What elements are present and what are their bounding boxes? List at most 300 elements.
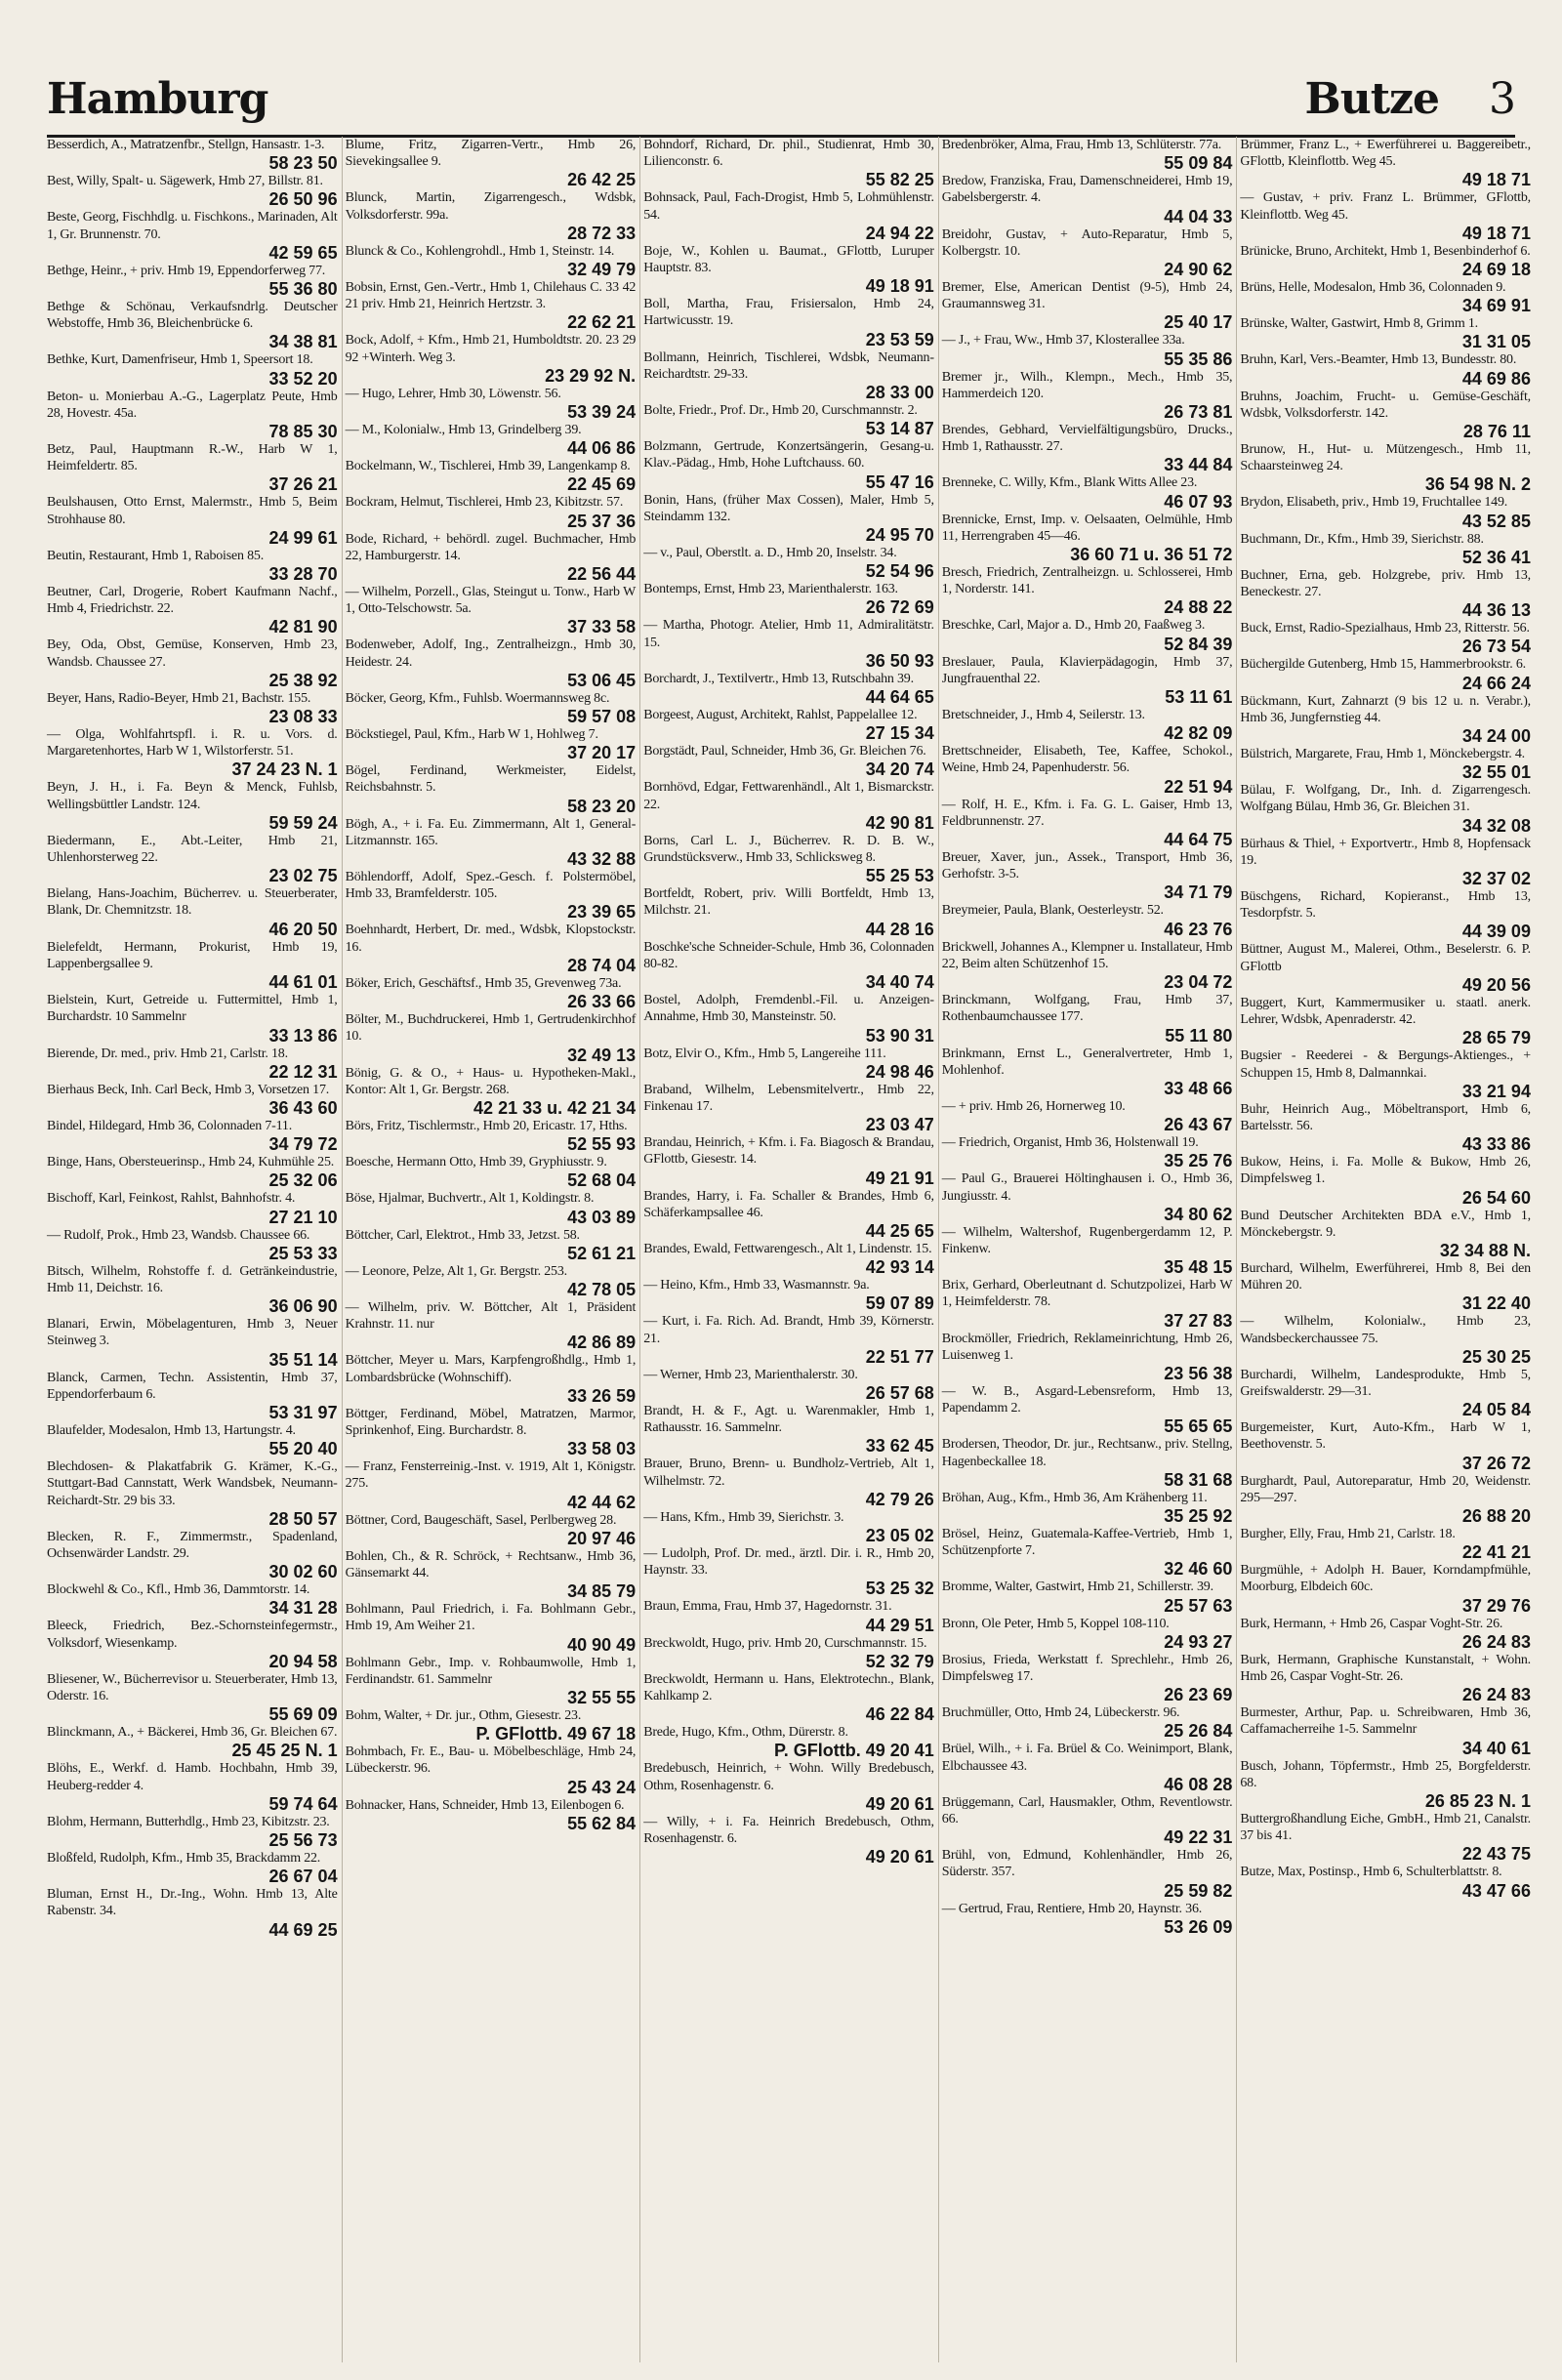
entry-phone: 30 02 60 xyxy=(268,1562,338,1582)
directory-entry xyxy=(47,1154,338,1190)
entry-text: Bohmbach, Fr. E., Bau- u. Möbelbeschläge, Hmb 24, Lübeckerstr. 96. xyxy=(345,1744,637,1777)
entry-phone: 24 66 24 xyxy=(1461,673,1531,693)
directory-entry xyxy=(346,1154,637,1190)
directory-entry xyxy=(1240,137,1531,189)
entry-phone: P. GFlottb. 49 67 18 xyxy=(475,1724,637,1744)
entry-phone: 34 31 28 xyxy=(268,1598,338,1619)
entry-phone: 42 82 09 xyxy=(1164,723,1233,744)
entry-text: Blohm, Hermann, Butterhdlg., Hmb 23, Kibitzstr. 23. xyxy=(47,1814,330,1829)
directory-entry xyxy=(1240,1047,1531,1100)
directory-entry xyxy=(1240,1704,1531,1757)
entry-phone: 34 80 62 xyxy=(1164,1204,1233,1224)
entry-text: — Franz, Fensterreinig.-Inst. v. 1919, Alt 1, Königstr. 275. xyxy=(345,1459,637,1492)
entry-phone: 49 20 61 xyxy=(865,1847,934,1867)
entry-text: Böttger, Ferdinand, Möbel, Matratzen, Marmor, Sprinkenhof, Eing. Burchardstr. 8. xyxy=(345,1406,637,1438)
directory-entry xyxy=(942,369,1233,422)
directory-entry xyxy=(1240,995,1531,1047)
directory-entry xyxy=(1240,351,1531,388)
entry-phone: 34 38 81 xyxy=(268,332,338,352)
entry-phone: 36 50 93 xyxy=(865,650,934,671)
directory-entry xyxy=(942,707,1233,743)
entry-text: Boschke'sche Schneider-Schule, Hmb 36, Colonnaden 80-82. xyxy=(643,939,934,971)
entry-phone: 46 22 84 xyxy=(865,1704,934,1725)
directory-entry xyxy=(643,1760,934,1813)
entry-phone: 58 23 20 xyxy=(567,796,637,816)
entry-text: Betz, Paul, Hauptmann R.-W., Harb W 1, Heimfeldertr. 85. xyxy=(47,442,338,474)
entry-text: Boehnhardt, Herbert, Dr. med., Wdsbk, Klopstockstr. 16. xyxy=(345,923,637,955)
entry-phone: 33 58 03 xyxy=(567,1439,637,1459)
entry-text: Bethge, Heinr., + priv. Hmb 19, Eppendorferweg 77. xyxy=(47,263,326,278)
entry-text: Bresch, Friedrich, Zentralheizgn. u. Schlosserei, Hmb 1, Norderstr. 141. xyxy=(941,565,1233,597)
entry-phone: 35 25 92 xyxy=(1164,1505,1233,1526)
directory-entry xyxy=(942,1436,1233,1489)
entry-phone: 25 38 92 xyxy=(268,670,338,690)
directory-entry xyxy=(346,1548,637,1601)
entry-text: Breckwoldt, Hermann u. Hans, Elektrotechn., Blank, Kahlkamp 2. xyxy=(643,1671,934,1703)
entry-phone: 37 26 72 xyxy=(1461,1453,1531,1473)
directory-entry xyxy=(942,1901,1233,1937)
directory-entry xyxy=(942,902,1233,938)
entry-phone: 35 51 14 xyxy=(268,1349,338,1370)
entry-phone: 26 72 69 xyxy=(865,597,934,618)
directory-entry xyxy=(346,137,637,189)
entry-phone: 52 68 04 xyxy=(567,1170,637,1191)
directory-entry xyxy=(346,458,637,494)
directory-entry xyxy=(346,494,637,530)
directory-entry xyxy=(47,1422,338,1458)
directory-entry xyxy=(346,1118,637,1154)
entry-phone: 52 54 96 xyxy=(865,561,934,582)
directory-entry xyxy=(1240,1313,1531,1366)
directory-entry xyxy=(47,209,338,262)
entry-text: Brydon, Elisabeth, priv., Hmb 19, Fruchtallee 149. xyxy=(1240,495,1508,511)
entry-text: Burchardi, Wilhelm, Landesprodukte, Hmb 5, Greifswalderstr. 29—31. xyxy=(1240,1367,1531,1399)
entry-text: Buttergroßhandlung Eiche, GmbH., Hmb 21, Canalstr. 37 bis 41. xyxy=(1240,1811,1531,1844)
entry-phone: 37 27 83 xyxy=(1164,1310,1233,1331)
entry-phone: 32 49 79 xyxy=(567,260,637,280)
entry-text: — Wilhelm, Kolonialw., Hmb 23, Wandsbeckerchaussee 75. xyxy=(1240,1314,1531,1346)
entry-text: Böker, Erich, Geschäftsf., Hmb 35, Grevenweg 73a. xyxy=(345,975,622,991)
entry-phone: 55 47 16 xyxy=(865,472,934,492)
entry-text: Blechdosen- & Plakatfabrik G. Krämer, K.-G., Stuttgart-Bad Cannstatt, Werk Wandsbek, Neumann-Reichardt-Str. 29 bis 33. xyxy=(47,1459,338,1508)
directory-entry xyxy=(47,441,338,494)
entry-text: Böttner, Cord, Baugeschäft, Sasel, Perlbergweg 28. xyxy=(345,1512,617,1528)
entry-phone: P. GFlottb. 49 20 41 xyxy=(774,1741,934,1761)
directory-entry xyxy=(47,1618,338,1670)
entry-phone: 28 74 04 xyxy=(567,955,637,975)
directory-entry xyxy=(346,584,637,636)
entry-phone: 37 29 76 xyxy=(1461,1595,1531,1616)
entry-text: — + priv. Hmb 26, Hornerweg 10. xyxy=(941,1098,1126,1114)
directory-entry xyxy=(942,849,1233,902)
entry-phone: 44 64 75 xyxy=(1164,830,1233,850)
entry-text: Bobsin, Ernst, Gen.-Vertr., Hmb 1, Chilehaus C. 33 42 21 priv. Hmb 21, Heinrich Hertzstr. 3. xyxy=(345,280,637,312)
entry-phone: 23 02 75 xyxy=(268,866,338,886)
entry-text: Brandes, Harry, i. Fa. Schaller & Brandes, Hmb 6, Schäferkampsallee 46. xyxy=(643,1188,934,1220)
directory-entry xyxy=(346,1011,637,1064)
entry-phone: 22 43 75 xyxy=(1461,1844,1531,1865)
directory-entry xyxy=(1240,1758,1531,1811)
directory-entry xyxy=(643,1046,934,1082)
entry-text: Bredow, Franziska, Frau, Damenschneiderei, Hmb 19, Gabelsbergerstr. 4. xyxy=(941,174,1233,206)
entry-text: — Ludolph, Prof. Dr. med., ärztl. Dir. i. R., Hmb 20, Haynstr. 33. xyxy=(643,1545,934,1579)
directory-entry xyxy=(47,299,338,351)
entry-text: — Gertrud, Frau, Rentiere, Hmb 20, Haynstr. 36. xyxy=(941,1901,1203,1916)
entry-text: Breuer, Xaver, jun., Assek., Transport, Hmb 36, Gerhofstr. 3-5. xyxy=(941,850,1233,882)
entry-phone: 26 67 04 xyxy=(268,1867,338,1887)
entry-text: Bollmann, Heinrich, Tischlerei, Wdsbk, Neumann-Reichardtstr. 29-33. xyxy=(643,349,934,382)
directory-entry xyxy=(47,173,338,209)
entry-text: Bögh, A., + i. Fa. Eu. Zimmermann, Alt 1, General-Litzmannstr. 165. xyxy=(345,816,637,848)
entry-phone: 32 49 13 xyxy=(567,1045,637,1065)
entry-text: — Rolf, H. E., Kfm. i. Fa. G. L. Gaiser, Hmb 13, Feldbrunnenstr. 27. xyxy=(941,797,1233,829)
entry-text: Beste, Georg, Fischhdlg. u. Fischkons., Marinaden, Alt 1, Gr. Brunnenstr. 70. xyxy=(47,210,338,242)
entry-phone: 22 12 31 xyxy=(268,1061,338,1082)
directory-entry xyxy=(47,137,338,173)
entry-phone: 37 24 23 N. 1 xyxy=(231,759,338,780)
entry-phone: 24 93 27 xyxy=(1164,1631,1233,1652)
entry-text: Butze, Max, Postinsp., Hmb 6, Schulterblattstr. 8. xyxy=(1240,1865,1502,1880)
directory-entry xyxy=(1240,531,1531,567)
entry-phone: 36 54 98 N. 2 xyxy=(1424,474,1531,495)
entry-text: Buck, Ernst, Radio-Spezialhaus, Hmb 23, Ritterstr. 56. xyxy=(1240,621,1530,636)
entry-phone: 26 24 83 xyxy=(1461,1685,1531,1705)
entry-text: Brandt, H. & F., Agt. u. Warenmakler, Hmb 1, Rathausstr. 16. Sammelnr. xyxy=(643,1403,934,1436)
entry-phone: 32 34 88 N. xyxy=(1439,1240,1531,1260)
entry-phone: 25 59 82 xyxy=(1164,1880,1233,1901)
directory-entry xyxy=(47,1850,338,1886)
entry-text: Bethke, Kurt, Damenfriseur, Hmb 1, Speersort 18. xyxy=(47,352,313,368)
directory-entry xyxy=(942,1134,1233,1170)
entry-phone: 23 56 38 xyxy=(1164,1363,1233,1383)
entry-text: Beton- u. Monierbau A.-G., Lagerplatz Peute, Hmb 28, Hovestr. 45a. xyxy=(47,389,338,421)
entry-text: Bromme, Walter, Gastwirt, Hmb 21, Schillerstr. 39. xyxy=(941,1580,1213,1595)
entry-phone: 49 20 56 xyxy=(1461,974,1531,995)
entry-phone: 44 25 65 xyxy=(865,1220,934,1241)
directory-entry xyxy=(942,1652,1233,1704)
entry-text: — Hugo, Lehrer, Hmb 30, Löwenstr. 56. xyxy=(345,386,561,401)
entry-phone: 37 33 58 xyxy=(567,617,637,637)
entry-phone: 42 78 05 xyxy=(567,1279,637,1299)
entry-phone: 53 39 24 xyxy=(567,402,637,423)
directory-entry xyxy=(1240,1154,1531,1207)
directory-entry xyxy=(942,1526,1233,1579)
directory-entry xyxy=(47,690,338,726)
entry-text: Brünicke, Bruno, Architekt, Hmb 1, Besenbinderhof 6. xyxy=(1240,243,1531,259)
entry-text: Bielang, Hans-Joachim, Bücherrev. u. Steuerberater, Blank, Dr. Chemnitzstr. 18. xyxy=(47,886,338,919)
entry-text: Bredenbröker, Alma, Frau, Hmb 13, Schlüterstr. 77a. xyxy=(941,138,1222,152)
directory-entry xyxy=(346,1512,637,1548)
entry-text: Bleeck, Friedrich, Bez.-Schornsteinfegermstr., Volksdorf, Wiesenkamp. xyxy=(47,1619,338,1651)
entry-text: Brösel, Heinz, Guatemala-Kaffee-Vertrieb, Hmb 1, Schützenpforte 7. xyxy=(941,1526,1233,1559)
directory-entry xyxy=(1240,693,1531,746)
directory-entry xyxy=(942,743,1233,796)
directory-entry xyxy=(1240,389,1531,441)
entry-text: Bülstrich, Margarete, Frau, Hmb 1, Mönckebergstr. 4. xyxy=(1240,747,1525,762)
directory-entry xyxy=(346,1601,637,1654)
entry-text: Bülau, F. Wolfgang, Dr., Inh. d. Zigarrengesch. Wolfgang Bülau, Hmb 36, Gr. Bleichen 31. xyxy=(1240,783,1531,815)
directory-entry xyxy=(346,1458,637,1511)
directory-entry xyxy=(47,351,338,388)
entry-phone: 46 23 76 xyxy=(1164,919,1233,939)
entry-phone: 55 20 40 xyxy=(268,1439,338,1459)
directory-entry xyxy=(942,1704,1233,1741)
entry-text: Bischoff, Karl, Feinkost, Rahlst, Bahnhofstr. 4. xyxy=(47,1191,296,1207)
entry-phone: 36 43 60 xyxy=(268,1097,338,1118)
entry-text: Brosius, Frieda, Werkstatt f. Sprechlehr., Hmb 26, Dimpfelsweg 17. xyxy=(941,1652,1233,1684)
directory-entry xyxy=(346,726,637,762)
entry-phone: 34 85 79 xyxy=(567,1581,637,1602)
entry-phone: 53 26 09 xyxy=(1164,1916,1233,1937)
entry-phone: 26 50 96 xyxy=(268,189,338,210)
entry-phone: 42 59 65 xyxy=(268,242,338,263)
entry-phone: 44 61 01 xyxy=(268,972,338,993)
entry-text: Bohm, Walter, + Dr. jur., Othm, Giesestr. 23. xyxy=(345,1707,582,1723)
directory-entry xyxy=(643,707,934,743)
entry-phone: 55 69 09 xyxy=(268,1704,338,1725)
entry-phone: 55 82 25 xyxy=(865,170,934,190)
directory-entry xyxy=(942,474,1233,511)
entry-phone: 25 30 25 xyxy=(1461,1346,1531,1367)
entry-phone: 26 54 60 xyxy=(1461,1187,1531,1208)
directory-entry xyxy=(346,1299,637,1352)
entry-phone: 22 62 21 xyxy=(567,312,637,333)
directory-entry xyxy=(942,332,1233,368)
entry-phone: 32 46 60 xyxy=(1164,1559,1233,1580)
entry-text: Börs, Fritz, Tischlermstr., Hmb 20, Ericastr. 17, Hths. xyxy=(345,1118,628,1133)
directory-entry xyxy=(643,492,934,545)
directory-entry xyxy=(942,1383,1233,1436)
entry-phone: 26 73 54 xyxy=(1461,636,1531,657)
directory-entry xyxy=(643,1313,934,1366)
entry-phone: 55 36 80 xyxy=(268,279,338,300)
directory-entry xyxy=(47,1316,338,1369)
entry-phone: 34 71 79 xyxy=(1164,882,1233,903)
entry-phone: 36 06 90 xyxy=(268,1296,338,1317)
entry-text: Böhlendorff, Adolf, Spez.-Gesch. f. Polstermöbel, Hmb 33, Bramfelderstr. 105. xyxy=(345,870,637,902)
directory-entry xyxy=(1240,1260,1531,1313)
directory-entry xyxy=(643,1545,934,1598)
entry-phone: 23 29 92 N. xyxy=(545,365,637,386)
entry-text: Bohnsack, Paul, Fach-Drogist, Hmb 5, Lohmühlenstr. 54. xyxy=(643,190,934,223)
entry-phone: 42 79 26 xyxy=(865,1489,934,1509)
directory-entry xyxy=(47,636,338,689)
directory-entry xyxy=(346,1065,637,1118)
entry-text: Blanari, Erwin, Möbelagenturen, Hmb 3, Neuer Steinweg 3. xyxy=(47,1317,338,1349)
entry-text: Bierende, Dr. med., priv. Hmb 21, Carlstr. 18. xyxy=(47,1046,288,1061)
directory-entry xyxy=(643,833,934,885)
entry-text: Bund Deutscher Architekten BDA e.V., Hmb 1, Mönckebergstr. 9. xyxy=(1240,1208,1531,1240)
entry-phone: 25 53 33 xyxy=(268,1243,338,1263)
entry-text: Burmester, Arthur, Pap. u. Schreibwaren, Hmb 36, Caffamacherreihe 1-5. Sammelnr xyxy=(1240,1705,1531,1738)
entry-phone: 27 21 10 xyxy=(268,1207,338,1227)
directory-entry xyxy=(942,1794,1233,1847)
entry-text: Blunck & Co., Kohlengrohdl., Hmb 1, Steinstr. 14. xyxy=(345,243,615,259)
entry-phone: 32 55 01 xyxy=(1461,762,1531,783)
directory-column xyxy=(1236,137,1531,2362)
entry-text: Bohlen, Ch., & R. Schröck, + Rechtsanw., Hmb 36, Gänsemarkt 44. xyxy=(345,1548,637,1580)
entry-phone: 28 76 11 xyxy=(1462,422,1531,442)
entry-phone: 43 33 86 xyxy=(1461,1134,1531,1155)
directory-entry xyxy=(47,1118,338,1154)
entry-phone: 28 65 79 xyxy=(1461,1028,1531,1048)
entry-phone: 25 40 17 xyxy=(1164,312,1233,333)
entry-text: Bluman, Ernst H., Dr.-Ing., Wohn. Hmb 13, Alte Rabenstr. 34. xyxy=(47,1887,338,1919)
directory-entry xyxy=(346,531,637,584)
directory-entry xyxy=(1240,656,1531,692)
directory-entry xyxy=(643,1188,934,1241)
directory-entry xyxy=(643,1814,934,1867)
entry-text: Bohlmann, Paul Friedrich, i. Fa. Bohlmann Gebr., Hmb 19, Am Weiher 21. xyxy=(345,1602,637,1634)
entry-phone: 25 56 73 xyxy=(268,1829,338,1850)
directory-entry xyxy=(1240,1811,1531,1864)
directory-entry xyxy=(643,349,934,402)
directory-entry xyxy=(1240,1616,1531,1652)
entry-text: Borns, Carl L. J., Bücherrev. R. D. B. W., Grundstücksverw., Hmb 33, Schlicksweg 8. xyxy=(643,833,934,866)
entry-phone: 53 14 87 xyxy=(865,419,934,439)
directory-entry xyxy=(643,1635,934,1671)
entry-phone: 44 64 65 xyxy=(865,687,934,708)
entry-phone: 26 57 68 xyxy=(865,1382,934,1403)
directory-column xyxy=(342,137,637,2362)
entry-phone: 44 36 13 xyxy=(1461,600,1531,621)
entry-text: Beulshausen, Otto Ernst, Malermstr., Hmb 5, Beim Strohhause 80. xyxy=(47,495,338,527)
directory-entry xyxy=(346,1707,637,1744)
directory-entry xyxy=(643,581,934,617)
entry-phone: 26 85 23 N. 1 xyxy=(1424,1790,1531,1811)
entry-text: Brühl, von, Edmund, Kohlenhändler, Hmb 26, Süderstr. 357. xyxy=(941,1848,1233,1880)
directory-entry xyxy=(1240,1526,1531,1562)
entry-text: Bruchmüller, Otto, Hmb 24, Lübeckerstr. 96. xyxy=(941,1705,1180,1721)
directory-entry xyxy=(942,279,1233,332)
entry-text: Bölter, M., Buchdruckerei, Hmb 1, Gertrudenkirchhof 10. xyxy=(345,1012,637,1045)
entry-text: — Leonore, Pelze, Alt 1, Gr. Bergstr. 253. xyxy=(345,1263,567,1279)
entry-text: Breslauer, Paula, Klavierpädagogin, Hmb 37, Jungfrauenthal 22. xyxy=(941,654,1233,686)
directory-entry xyxy=(643,1082,934,1134)
entry-text: Borchardt, J., Textilvertr., Hmb 13, Rutschbahn 39. xyxy=(643,671,914,686)
entry-phone: 27 15 34 xyxy=(865,723,934,744)
entry-text: Brinkmann, Ernst L., Generalvertreter, Hmb 1, Mohlenhof. xyxy=(941,1046,1233,1078)
entry-phone: 42 86 89 xyxy=(567,1333,637,1353)
entry-phone: 25 32 06 xyxy=(268,1170,338,1191)
entry-text: Bockram, Helmut, Tischlerei, Hmb 23, Kibitzstr. 57. xyxy=(345,495,624,511)
entry-text: Braun, Emma, Frau, Hmb 37, Hagedornstr. 31. xyxy=(643,1599,892,1615)
entry-text: Borgeest, August, Architekt, Rahlst, Pappelallee 12. xyxy=(643,708,918,723)
entry-text: Bredebusch, Heinrich, + Wohn. Willy Bredebusch, Othm, Rosenhagenstr. 6. xyxy=(643,1761,934,1793)
entry-phone: 20 94 58 xyxy=(268,1651,338,1671)
entry-phone: 23 53 59 xyxy=(865,329,934,349)
directory-entry xyxy=(1240,888,1531,941)
entry-text: Bloßfeld, Rudolph, Kfm., Hmb 35, Brackdamm 22. xyxy=(47,1850,321,1866)
directory-entry xyxy=(47,584,338,636)
entry-text: Brandau, Heinrich, + Kfm. i. Fa. Biagosch & Brandau, GFlottb, Giesestr. 14. xyxy=(643,1135,934,1168)
entry-phone: 34 40 74 xyxy=(865,972,934,993)
directory-entry xyxy=(643,189,934,242)
entry-phone: 25 57 63 xyxy=(1164,1595,1233,1616)
directory-entry xyxy=(643,1403,934,1456)
entry-phone: 23 08 33 xyxy=(268,707,338,727)
entry-phone: 34 32 08 xyxy=(1461,815,1531,836)
directory-entry xyxy=(643,1456,934,1508)
directory-entry xyxy=(1240,1652,1531,1704)
directory-entry xyxy=(47,833,338,885)
entry-text: Breymeier, Paula, Blank, Oesterleystr. 52. xyxy=(941,903,1164,919)
entry-text: Buhr, Heinrich Aug., Möbeltransport, Hmb 6, Bartelsstr. 56. xyxy=(1240,1101,1531,1133)
directory-entry xyxy=(47,1370,338,1422)
entry-text: Best, Willy, Spalt- u. Sägewerk, Hmb 27, Billstr. 81. xyxy=(47,174,323,189)
entry-phone: 52 55 93 xyxy=(567,1134,637,1155)
entry-text: Bohndorf, Richard, Dr. phil., Studienrat, Hmb 30, Lilienconstr. 6. xyxy=(643,138,934,170)
entry-phone: 24 99 61 xyxy=(268,527,338,548)
entry-text: Beutin, Restaurant, Hmb 1, Raboisen 85. xyxy=(47,548,265,563)
entry-text: Blockwehl & Co., Kfl., Hmb 36, Dammtorstr. 14. xyxy=(47,1582,310,1598)
directory-entry xyxy=(346,243,637,279)
entry-phone: 24 98 46 xyxy=(865,1061,934,1082)
directory-entry xyxy=(1240,1562,1531,1615)
entry-phone: 59 07 89 xyxy=(865,1293,934,1314)
entry-phone: 44 04 33 xyxy=(1164,206,1233,226)
entry-phone: 25 45 25 N. 1 xyxy=(231,1741,338,1761)
entry-text: Burk, Hermann, Graphische Kunstanstalt, + Wohn. Hmb 26, Caspar Voght-Str. 26. xyxy=(1240,1652,1531,1684)
entry-phone: 36 60 71 u. 36 51 72 xyxy=(1070,545,1233,565)
entry-phone: 53 31 97 xyxy=(268,1402,338,1422)
directory-entry xyxy=(1240,1864,1531,1900)
directory-entry xyxy=(942,1741,1233,1793)
entry-phone: 55 35 86 xyxy=(1164,349,1233,369)
entry-phone: 53 06 45 xyxy=(567,670,637,690)
entry-phone: 26 24 83 xyxy=(1461,1631,1531,1652)
entry-phone: 52 84 39 xyxy=(1164,634,1233,654)
entry-phone: 34 69 91 xyxy=(1461,296,1531,316)
directory-entry xyxy=(47,1886,338,1939)
entry-text: — Paul G., Brauerei Höltinghausen i. O., Hmb 36, Jungiusstr. 4. xyxy=(941,1171,1233,1204)
entry-text: Bock, Adolf, + Kfm., Hmb 21, Humboldtstr. 20. 23 29 92 +Winterh. Weg 3. xyxy=(345,333,637,365)
entry-phone: 53 11 61 xyxy=(1165,687,1233,708)
entry-phone: 34 20 74 xyxy=(865,759,934,780)
entry-phone: 23 05 02 xyxy=(865,1525,934,1545)
directory-entry xyxy=(47,1263,338,1316)
entry-text: Bonin, Hans, (früher Max Cossen), Maler, Hmb 5, Steindamm 132. xyxy=(643,492,934,524)
directory-entry xyxy=(47,1458,338,1529)
entry-text: Binge, Hans, Obersteuerinsp., Hmb 24, Kuhmühle 25. xyxy=(47,1155,335,1170)
entry-phone: 42 81 90 xyxy=(268,617,338,637)
directory-entry xyxy=(942,137,1233,173)
header-city: Hamburg xyxy=(47,74,268,124)
directory-entry xyxy=(942,226,1233,279)
directory-entry xyxy=(942,1579,1233,1615)
directory-entry xyxy=(1240,836,1531,888)
directory-entry xyxy=(942,1616,1233,1652)
entry-phone: 33 52 20 xyxy=(268,368,338,389)
entry-text: Bremer jr., Wilh., Klempn., Mech., Hmb 35, Hammerdeich 120. xyxy=(941,369,1233,401)
directory-entry xyxy=(47,389,338,441)
directory-entry xyxy=(346,1797,637,1833)
entry-text: Boll, Martha, Frau, Frisiersalon, Hmb 24, Hartwicusstr. 19. xyxy=(643,297,934,329)
entry-text: Büschgens, Richard, Kopieranst., Hmb 13, Tesdorpfstr. 5. xyxy=(1240,889,1531,922)
directory-entry xyxy=(346,189,637,242)
entry-text: Brümmer, Franz L., + Ewerführerei u. Baggereibetr., GFlottb, Kleinflottb. Weg 45. xyxy=(1240,138,1531,170)
entry-text: Bliesener, W., Bücherrevisor u. Steuerberater, Hmb 13, Oderstr. 16. xyxy=(47,1671,338,1703)
entry-phone: 46 20 50 xyxy=(268,919,338,939)
entry-phone: 44 06 86 xyxy=(567,438,637,459)
directory-entry xyxy=(942,1331,1233,1383)
entry-text: Büttner, August M., Malerei, Othm., Beselerstr. 6. P. GFlottb xyxy=(1240,942,1531,974)
entry-text: — J., + Frau, Ww., Hmb 37, Klosterallee 33a. xyxy=(941,333,1185,349)
directory-entry xyxy=(643,779,934,832)
entry-phone: 26 42 25 xyxy=(567,170,637,190)
directory-entry xyxy=(47,939,338,992)
directory-entry xyxy=(643,671,934,707)
